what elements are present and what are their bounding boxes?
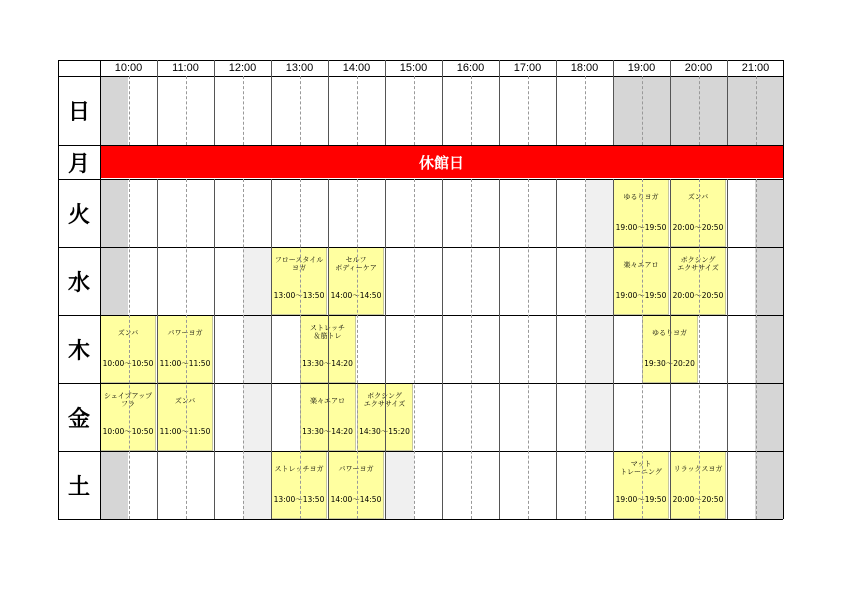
grid-line-horizontal: [58, 145, 783, 146]
grid-line-vertical: [243, 76, 244, 145]
class-time: 19:00〜19:50: [615, 291, 667, 300]
class-name: ズンバ: [687, 193, 709, 201]
day-label: 木: [67, 338, 90, 364]
grid-line-vertical: [699, 179, 700, 519]
grid-line-vertical: [186, 179, 187, 519]
time-header: 11:00: [172, 62, 199, 74]
grid-line-vertical: [670, 179, 671, 519]
class-name: ズンバ: [117, 329, 139, 337]
grid-line-vertical: [499, 179, 500, 519]
unavailable-cell: [755, 315, 783, 383]
class-name: リラックスヨガ: [673, 465, 723, 473]
shaded-cell: [243, 451, 272, 519]
closed-day-banner: 休館日: [100, 146, 783, 178]
time-header: 17:00: [513, 62, 542, 74]
unavailable-cell: [100, 247, 128, 315]
class-name: ゆるりヨガ: [623, 193, 659, 201]
unavailable-cell: [100, 451, 128, 519]
grid-line-vertical: [100, 60, 101, 519]
grid-line-vertical: [300, 76, 301, 145]
grid-line-vertical: [613, 179, 614, 519]
grid-line-vertical: [585, 179, 586, 519]
class-time: 20:00〜20:50: [672, 495, 724, 504]
class-name: ストレッチ ＆筋トレ: [310, 324, 345, 340]
class-time: 19:30〜20:20: [644, 359, 695, 368]
grid-line-vertical: [214, 179, 215, 519]
class-name: 楽々エアロ: [623, 261, 659, 269]
time-header: 15:00: [399, 62, 428, 74]
grid-line-horizontal: [58, 383, 783, 384]
day-label: 金: [67, 406, 90, 432]
grid-line-vertical: [727, 179, 728, 519]
class-name: ボクシング エクササイズ: [363, 392, 406, 408]
class-time: 13:00〜13:50: [273, 291, 325, 300]
time-header: 21:00: [741, 62, 770, 74]
class-time: 13:30〜14:20: [302, 359, 353, 368]
class-time: 14:00〜14:50: [330, 291, 382, 300]
unavailable-cell: [100, 179, 128, 247]
class-time: 20:00〜20:50: [672, 223, 724, 232]
grid-line-horizontal: [58, 179, 783, 180]
grid-line-vertical: [271, 179, 272, 519]
grid-line-horizontal: [58, 315, 783, 316]
grid-line-vertical: [585, 76, 586, 145]
grid-line-vertical: [642, 179, 643, 519]
grid-line-vertical: [471, 179, 472, 519]
grid-line-horizontal: [58, 451, 783, 452]
class-time: 10:00〜10:50: [102, 427, 154, 436]
shaded-cell: [243, 247, 272, 315]
time-header: 10:00: [114, 62, 143, 74]
grid-line-vertical: [442, 179, 443, 519]
grid-line-vertical: [414, 179, 415, 519]
shaded-cell: [585, 247, 614, 315]
time-header: 12:00: [228, 62, 257, 74]
class-name: ボクシング エクササイズ: [677, 256, 719, 272]
class-name: 楽々エアロ: [310, 397, 345, 405]
class-time: 20:00〜20:50: [672, 291, 724, 300]
time-header: 16:00: [456, 62, 485, 74]
grid-line-vertical: [129, 76, 130, 145]
unavailable-cell: [755, 383, 783, 451]
grid-line-vertical: [300, 179, 301, 519]
day-label: 月: [67, 151, 90, 177]
shaded-cell: [585, 383, 614, 451]
unavailable-cell: [755, 179, 783, 247]
grid-line-horizontal: [58, 519, 783, 520]
grid-line-vertical: [756, 76, 757, 145]
class-time: 19:00〜19:50: [615, 495, 667, 504]
day-label: 土: [67, 474, 90, 500]
class-name: フロースタイル ヨガ: [274, 256, 324, 272]
time-header: 20:00: [684, 62, 713, 74]
shaded-cell: [243, 383, 272, 451]
grid-line-vertical: [357, 76, 358, 145]
class-name: シェイプアップ フラ: [103, 392, 153, 408]
grid-line-vertical: [157, 179, 158, 519]
class-name: セルフ ボディーケア: [335, 256, 377, 272]
grid-line-vertical: [471, 76, 472, 145]
time-header: 19:00: [627, 62, 656, 74]
grid-line-vertical: [328, 179, 329, 519]
grid-line-vertical: [385, 179, 386, 519]
shaded-cell: [385, 451, 414, 519]
unavailable-cell: [755, 247, 783, 315]
grid-line-vertical: [699, 76, 700, 145]
shaded-cell: [585, 315, 614, 383]
class-time: 11:00〜11:50: [159, 427, 211, 436]
grid-line-horizontal: [58, 247, 783, 248]
class-name: パワーヨガ: [338, 465, 374, 473]
grid-line-vertical: [556, 179, 557, 519]
class-time: 19:00〜19:50: [615, 223, 667, 232]
grid-line-vertical: [756, 179, 757, 519]
grid-line-vertical: [186, 76, 187, 145]
class-name: ゆるりヨガ: [652, 329, 687, 337]
grid-line-vertical: [129, 179, 130, 519]
day-label: 火: [67, 202, 90, 228]
class-time: 11:00〜11:50: [159, 359, 211, 368]
grid-line-vertical: [642, 76, 643, 145]
class-time: 13:00〜13:50: [273, 495, 325, 504]
class-name: パワーヨガ: [167, 329, 203, 337]
time-header: 18:00: [570, 62, 599, 74]
grid-line-vertical: [414, 76, 415, 145]
day-label: 水: [67, 270, 90, 296]
grid-line-horizontal: [58, 76, 783, 77]
class-name: マット トレーニング: [620, 460, 662, 476]
class-name: ズンバ: [174, 397, 196, 405]
grid-line-vertical: [243, 179, 244, 519]
grid-line-vertical: [528, 76, 529, 145]
grid-line-vertical: [528, 179, 529, 519]
grid-line-vertical: [357, 179, 358, 519]
time-header: 14:00: [342, 62, 371, 74]
shaded-cell: [243, 315, 272, 383]
day-label: 日: [67, 100, 90, 125]
unavailable-cell: [100, 76, 128, 145]
grid-line-vertical: [783, 60, 784, 519]
class-time: 14:00〜14:50: [330, 495, 382, 504]
class-time: 10:00〜10:50: [102, 359, 154, 368]
shaded-cell: [585, 179, 614, 247]
unavailable-cell: [755, 451, 783, 519]
class-time: 13:30〜14:20: [302, 427, 353, 436]
class-time: 14:30〜15:20: [359, 427, 410, 436]
time-header: 13:00: [285, 62, 314, 74]
class-name: ストレッチヨガ: [274, 465, 324, 473]
